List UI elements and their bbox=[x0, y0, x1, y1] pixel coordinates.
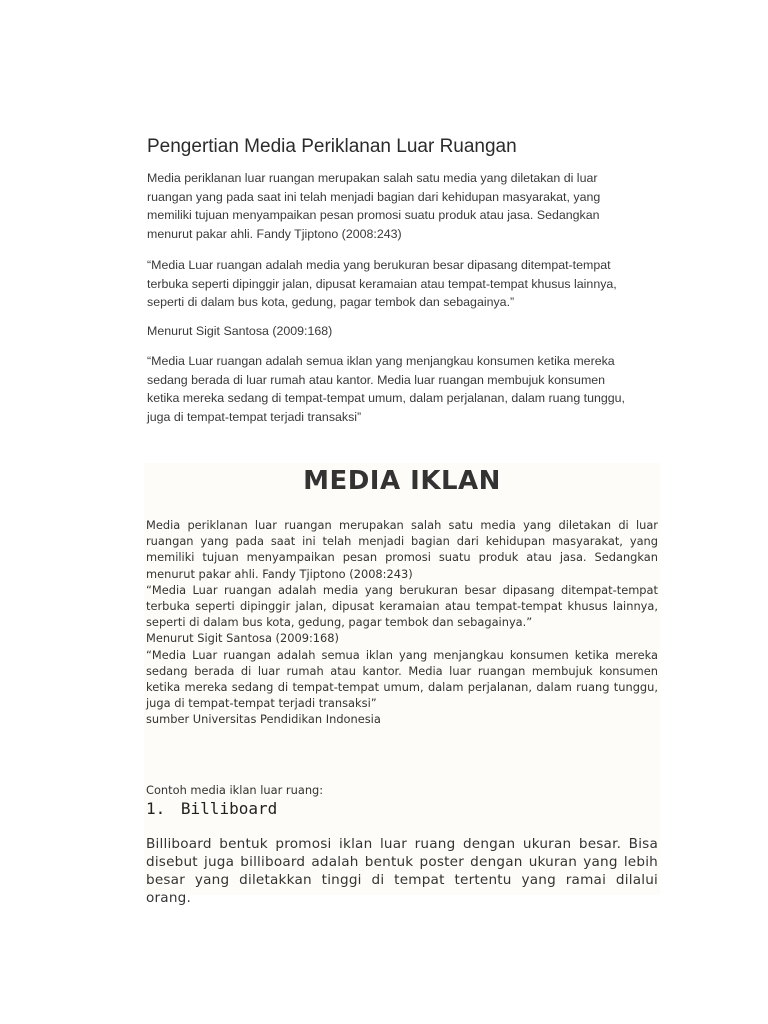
example-number: 1. bbox=[146, 799, 166, 818]
quote-fandy: “Media Luar ruangan adalah media yang berukuran besar dipasang ditempat-tempat terbuka seperti dipinggir jalan, dipusat keramaian atau tempat-tempat khusus lainnya, seperti di dalam bus kota, gedung, pagar tembok dan sebagainya.” bbox=[147, 258, 617, 310]
quote-sigit: “Media Luar ruangan adalah semua iklan yang menjangkau konsumen ketika mereka sedang berada di luar rumah atau kantor. Media luar ruangan membujuk konsumen ketika mereka sedang di tempat-tempat umum, dalam perjalanan, dalam ruang tunggu, juga di tempat-tempat terjadi transaksi” bbox=[147, 354, 625, 425]
quote-fandy-2: “Media Luar ruangan adalah media yang berukuran besar dipasang ditempat-tempat terbuka seperti dipinggir jalan, dipusat keramaian atau tempat-tempat khusus lainnya, seperti di dalam bus kota, gedung, pagar tembok dan sebagainya.” bbox=[146, 582, 658, 630]
citation-sigit-2: Menurut Sigit Santosa (2009:168) bbox=[146, 631, 339, 646]
citation-sigit: Menurut Sigit Santosa (2009:168) bbox=[147, 324, 333, 338]
examples-label: Contoh media iklan luar ruang: bbox=[146, 783, 324, 797]
billboard-description: Billiboard bentuk promosi iklan luar ruang dengan ukuran besar. Bisa disebut juga billiboard adalah bentuk poster dengan ukuran yang lebih besar yang diletakkan tinggi di tempat tertentu yang ramai dilalui orang. bbox=[146, 836, 658, 906]
media-iklan-title: MEDIA IKLAN bbox=[303, 466, 501, 496]
quote-sigit-2: “Media Luar ruangan adalah semua iklan yang menjangkau konsumen ketika mereka sedang berada di luar rumah atau kantor. Media luar ruangan membujuk konsumen ketika mereka sedang di tempat-tempat umum, dalam perjalanan, dalam ruang tunggu, juga di tempat-tempat terjadi transaksi” bbox=[146, 647, 658, 711]
example-heading-billboard bbox=[146, 799, 277, 818]
media-iklan-body bbox=[146, 517, 658, 728]
section-title: Pengertian Media Periklanan Luar Ruangan bbox=[147, 136, 517, 157]
example-title: Billiboard bbox=[180, 799, 278, 818]
paragraph-intro: Media periklanan luar ruangan merupakan salah satu media yang diletakan di luar ruangan yang pada saat ini telah menjadi bagian dari kehidupan masyarakat, yang memiliki tujuan menyampaikan pesan promosi suatu produk atau jasa. Sedangkan menurut pakar ahli. Fandy Tjiptono (2008:243) bbox=[147, 171, 601, 242]
source-note: sumber Universitas Pendidikan Indonesia bbox=[146, 712, 381, 727]
paragraph-intro-2: Media periklanan luar ruangan merupakan salah satu media yang diletakan di luar ruangan yang pada saat ini telah menjadi bagian dari kehidupan masyarakat, yang memiliki tujuan menyampaikan pesan promosi suatu produk atau jasa. Sedangkan menurut pakar ahli. Fandy Tjiptono (2008:243) bbox=[146, 518, 658, 581]
